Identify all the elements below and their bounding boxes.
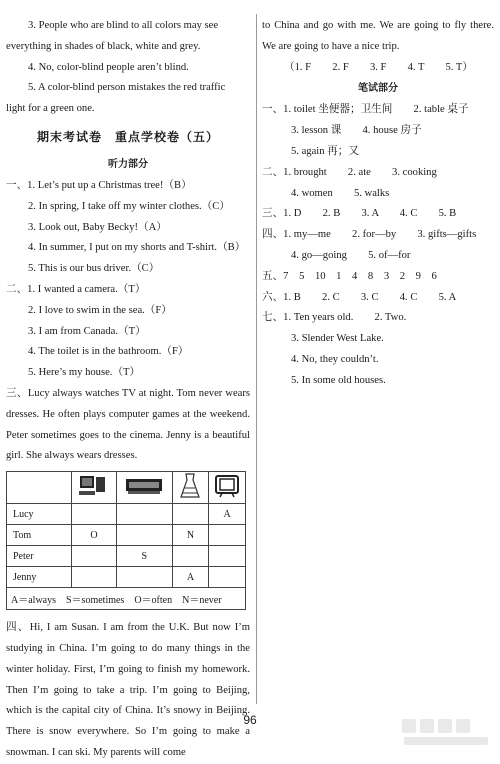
answer-line: 一、1. Let’s put up a Christmas tree!（B）	[6, 179, 192, 191]
written-heading: 笔试部分	[358, 83, 398, 95]
table-cell	[72, 567, 117, 588]
table-cell	[116, 525, 172, 546]
row-name: Tom	[7, 525, 72, 546]
answer-line: 二、1. brought 2. ate 3. cooking	[262, 166, 437, 178]
answer-line: 一、1. toilet 坐便器；卫生间 2. table 桌子	[262, 104, 469, 116]
tv-icon	[209, 472, 246, 504]
watermark-logo	[400, 715, 492, 749]
row-name: Lucy	[7, 504, 72, 525]
answer-line: 三、1. D 2. B 3. A 4. C 5. B	[262, 208, 457, 220]
table-cell	[209, 546, 246, 567]
cinema-icon	[116, 472, 172, 504]
answer-line: 4. The toilet is in the bathroom.（F）	[28, 346, 189, 358]
answer-line: 2. I love to swim in the sea.（F）	[28, 304, 172, 316]
table-cell	[209, 567, 246, 588]
answer-line: 二、1. I wanted a camera.（T）	[6, 283, 146, 295]
table-legend: A＝always S＝sometimes O＝often N＝never	[6, 588, 246, 610]
answer-line: 3. Slender West Lake.	[291, 333, 384, 345]
table-cell	[209, 525, 246, 546]
answer-line: 5. Here’s my house.（T）	[28, 367, 141, 379]
dress-icon	[172, 472, 209, 504]
table-cell	[172, 546, 209, 567]
row-name: Jenny	[7, 567, 72, 588]
computer-icon	[72, 472, 117, 504]
answer-line: 5. A color-blind person mistakes the red traffic	[28, 82, 226, 94]
table-row	[7, 546, 246, 567]
paragraph-section-3: 三、Lucy always watches TV at night. Tom never wears dresses. He often plays computer games at the weekend. Peter sometimes goes to the cinema. Jenny is a beautiful girl. She always wears dresses.	[6, 387, 250, 462]
table-cell	[116, 567, 172, 588]
answer-line: 3. Look out, Baby Becky!（A）	[28, 221, 167, 233]
paragraph-continuation: to China and go with me. We are going to fly there. We are going to have a nice trip.	[262, 20, 494, 52]
answer-line: everything in shades of black, white and grey.	[6, 40, 201, 52]
answer-line: 4. go—going 5. of—for	[291, 249, 411, 261]
answer-line: 5. again 再；又	[291, 145, 359, 157]
answer-line: 5. In some old houses.	[291, 374, 386, 386]
table-cell	[172, 504, 209, 525]
answer-line: 六、1. B 2. C 3. C 4. C 5. A	[262, 291, 457, 303]
table-cell: O	[72, 525, 117, 546]
answer-line: 3. lesson 课 4. house 房子	[291, 125, 422, 137]
left-column	[6, 16, 250, 764]
answer-line: 七、1. Ten years old. 2. Two.	[262, 312, 407, 324]
written-answers	[262, 100, 494, 391]
table-cell	[72, 546, 117, 567]
table-header-row	[7, 472, 246, 504]
answer-line: 四、1. my—me 2. for—by 3. gifts—gifts	[262, 229, 477, 241]
answer-line: 3. People who are blind to all colors may see	[28, 20, 219, 31]
table-row	[7, 525, 246, 546]
answer-line: 5. This is our bus driver.（C）	[28, 263, 160, 275]
row-name: Peter	[7, 546, 72, 567]
table-cell: S	[116, 546, 172, 567]
table-cell: N	[172, 525, 209, 546]
frequency-table	[6, 471, 246, 588]
table-cell: A	[172, 567, 209, 588]
paragraph-section-4: 四、Hi, I am Susan. I am from the U.K. But now I’m studying in China. I’m going to do many things in the winter holiday. First, I’m going to finish my homework. Then I’m going to take a trip. I’m going to Beijing, which is the capital city of China. It’s snowy in Beijing. There is snow everywhere. So I’m going to make a snowman. I can ski. My parents will come	[6, 622, 250, 758]
answer-line: 4. In summer, I put on my shorts and T-shirt.（B）	[28, 242, 246, 254]
table-cell	[116, 504, 172, 525]
answer-line: 4. No, they couldn’t.	[291, 353, 379, 365]
answer-line: 五、7 5 10 1 4 8 3 2 9 6	[262, 270, 437, 282]
exam-title: 期末考试卷 重点学校卷（五）	[36, 129, 219, 144]
table-row	[7, 504, 246, 525]
answer-line: 2. In spring, I take off my winter clothes.（C）	[28, 200, 230, 212]
table-cell	[72, 504, 117, 525]
answer-line: 4. No, color-blind people aren’t blind.	[28, 61, 189, 73]
table-corner-cell	[7, 472, 72, 504]
table-row	[7, 567, 246, 588]
true-false-answers: （1. F 2. F 3. F 4. T 5. T）	[284, 61, 473, 73]
page-number: 96	[243, 713, 257, 727]
answer-line: 3. I am from Canada.（T）	[28, 325, 146, 337]
answer-line: 4. women 5. walks	[291, 187, 390, 199]
listening-heading: 听力部分	[108, 158, 148, 170]
column-divider	[256, 14, 257, 704]
table-cell: A	[209, 504, 246, 525]
right-column	[262, 16, 494, 392]
answer-line: light for a green one.	[6, 103, 95, 115]
